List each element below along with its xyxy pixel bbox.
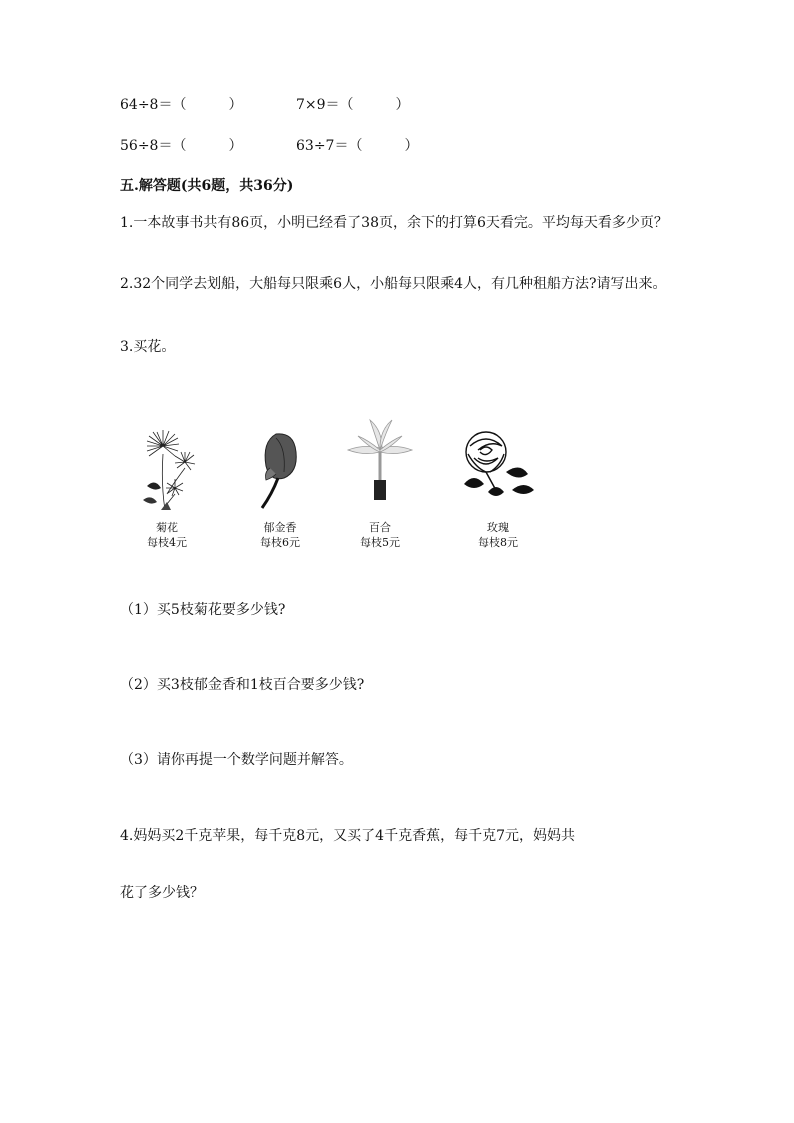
flower-name-chrysanthemum: 菊花 xyxy=(156,521,178,534)
calc-1: 64÷8＝（ ） xyxy=(120,97,243,113)
flower-name-rose: 玫瑰 xyxy=(487,521,509,534)
flower-price-rose: 每枝8元 xyxy=(478,536,518,549)
question-3-part-1: （1）买5枝菊花要多少钱? xyxy=(120,602,286,618)
chrysanthemum-icon xyxy=(127,424,207,514)
question-1: 1.一本故事书共有86页，小明已经看了38页，余下的打算6天看完。平均每天看多少页？ xyxy=(120,215,668,231)
question-3-title: 3.买花。 xyxy=(120,339,176,355)
flower-price-chrysanthemum: 每枝4元 xyxy=(147,536,187,549)
flower-price-lily: 每枝5元 xyxy=(360,536,400,549)
flower-name-tulip: 郁金香 xyxy=(263,521,297,534)
question-4-line-2: 花了多少钱？ xyxy=(120,885,204,901)
lily-icon xyxy=(340,414,420,510)
tulip-icon xyxy=(240,428,320,514)
question-3-part-3: （3）请你再提一个数学问题并解答。 xyxy=(120,752,353,768)
calc-4: 63÷7＝（ ） xyxy=(296,138,419,154)
rose-icon xyxy=(456,428,540,508)
flower-price-tulip: 每枝6元 xyxy=(260,536,300,549)
question-2: 2.32个同学去划船，大船每只限乘6人，小船每只限乘4人，有几种租船方法?请写出来。 xyxy=(120,276,667,292)
question-3-part-2: （2）买3枝郁金香和1枝百合要多少钱? xyxy=(120,677,365,693)
calc-2: 7×9＝（ ） xyxy=(296,97,410,113)
flower-name-lily: 百合 xyxy=(369,521,391,534)
question-4-line-1: 4.妈妈买2千克苹果，每千克8元，又买了4千克香蕉，每千克7元，妈妈共 xyxy=(120,828,575,844)
calc-3: 56÷8＝（ ） xyxy=(120,138,243,154)
section-title: 五.解答题(共6题，共36分) xyxy=(120,178,294,194)
